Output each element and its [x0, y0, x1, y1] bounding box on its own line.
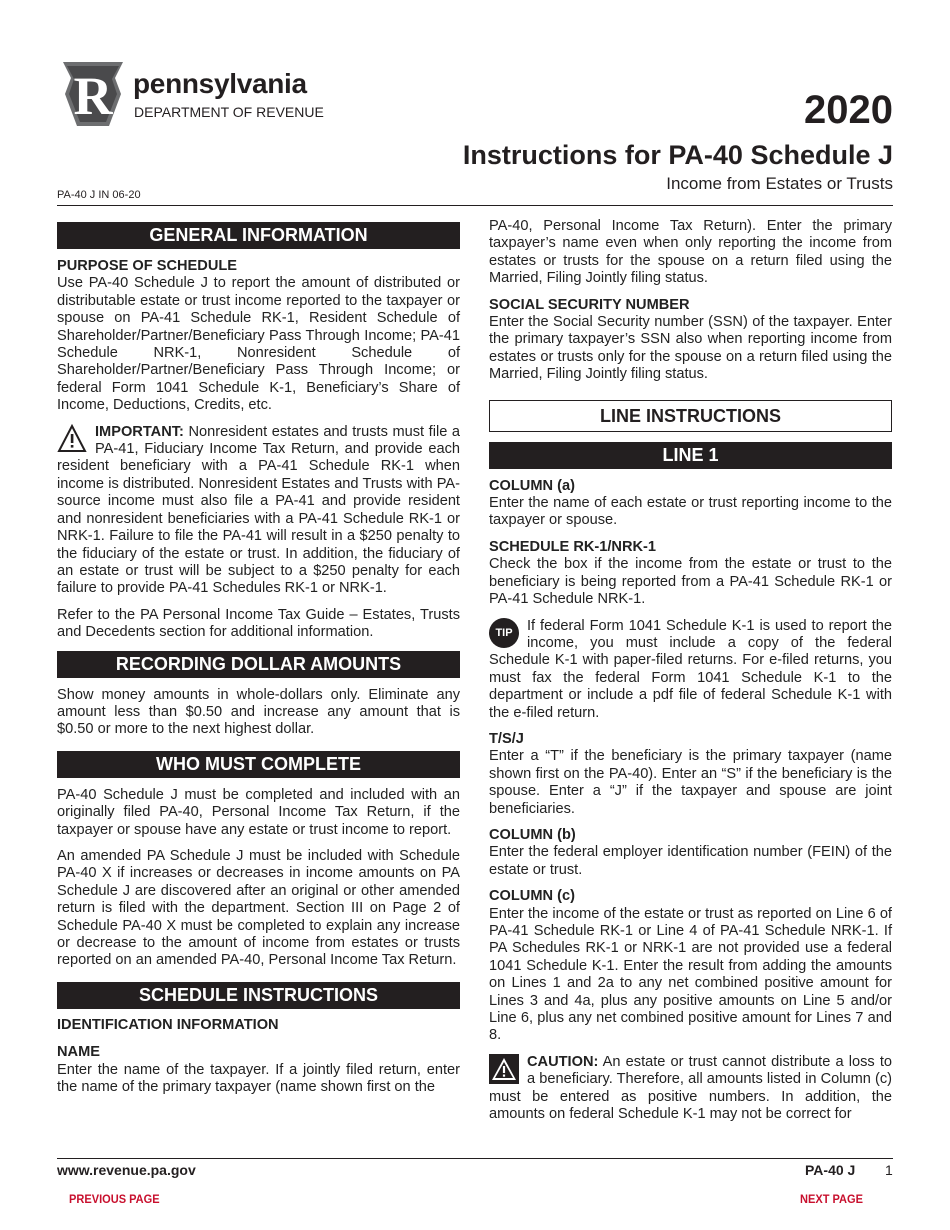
tip-text: If federal Form 1041 Schedule K-1 is used to report the income, you must include a copy of the federal Schedule K-1 with paper-filed returns. For e-filed returns, you must fax the federal Form 1041 Schedule K-1 to the department or include a pdf file of federal Schedule K-1 with the e-filed return.: [489, 617, 892, 721]
schedule-heading: SCHEDULE INSTRUCTIONS: [57, 982, 460, 1009]
right-column: [489, 218, 892, 1123]
left-column: [57, 222, 460, 1096]
logo-letter: R: [73, 66, 113, 126]
recording-text: Show money amounts in whole-dollars only. Eliminate any amount less than $0.50 and increase any amount that is $0.50 or more to the next highest dollar.: [57, 686, 460, 738]
line-1-heading: LINE 1: [489, 442, 892, 469]
page-title: Instructions for PA-40 Schedule J: [462, 140, 893, 170]
important-label: IMPORTANT:: [95, 423, 184, 440]
column-b-text: Enter the federal employer identification number (FEIN) of the estate or trust.: [489, 844, 892, 878]
purpose-text: Use PA-40 Schedule J to report the amount of distributed or distributable estate or trust income reported to the taxpayer or spouse on PA-41 Schedule RK-1, Resident Schedule of Shareholder/Partner/Beneficiary Pass Through Income; PA-41 Schedule NRK-1, Nonresident Schedule of Shareholder/Partner/Beneficiary Pass Through Income; or federal Form 1041 Schedule K-1, Beneficiary’s Share of Income, Deductions, Credits, etc.: [57, 275, 460, 414]
previous-page-button[interactable]: PREVIOUS PAGE: [69, 1192, 160, 1206]
who-text-2: An amended PA Schedule J must be included with Schedule PA-40 X if increases or decreases in income amounts on PA Schedule J are discovered after an original or other amended return is filed with the department. Section III on Page 2 of Schedule PA-40 X must be completed to explain any increase or decrease to the amount of income from estates or trusts reported on an amended PA-40, Personal Income Tax Return.: [57, 847, 460, 969]
warning-icon: [57, 424, 87, 454]
logo-department: DEPARTMENT OF REVENUE: [134, 104, 324, 120]
tsj-text: Enter a “T” if the beneficiary is the primary taxpayer (name shown first on the PA-40). Enter an “S” if the beneficiary is the spouse. Enter a “J” if the taxpayer and spouse are joint beneficiaries.: [489, 748, 892, 817]
name-heading: NAME: [57, 1044, 100, 1061]
rk1-heading: SCHEDULE RK-1/NRK-1: [489, 538, 657, 555]
ssn-heading: SOCIAL SECURITY NUMBER: [489, 296, 690, 313]
footer-form: PA-40 J: [805, 1162, 856, 1178]
important-note: [57, 424, 460, 598]
tip-note: [489, 618, 892, 722]
caution-note: [489, 1054, 892, 1124]
column-c-text: Enter the income of the estate or trust as reported on Line 6 of PA-41 Schedule RK-1 or Line 4 of PA-41 Schedule NRK-1. If PA Schedules RK-1 or NRK-1 are not provided use a federal 1041 Schedule K-1. Enter the result from adding the amounts on Lines 1 and 2a to any net combined positive amount for Lines 3 and 4a, plus any positive amounts on Line 5 and/or Line 6, plus any net combined positive amount for Lines 7 and 8.: [489, 905, 892, 1044]
ident-heading: IDENTIFICATION INFORMATION: [57, 1016, 279, 1033]
recording-heading: RECORDING DOLLAR AMOUNTS: [57, 651, 460, 678]
caution-label: CAUTION:: [527, 1053, 599, 1070]
who-heading: WHO MUST COMPLETE: [57, 751, 460, 778]
column-b-heading: COLUMN (b): [489, 826, 576, 843]
column-a-heading: COLUMN (a): [489, 477, 575, 494]
tip-label: TIP: [495, 626, 513, 639]
column-c-heading: COLUMN (c): [489, 888, 575, 905]
important-text: Nonresident estates and trusts must file a PA-41, Fiduciary Income Tax Return, and provide each resident beneficiary with a PA-41 Schedule RK-1 when income is distributed. Nonresident Estates and Trusts with PA-source income must also file a PA-41 and provide resident and nonresident beneficiaries with a PA-41 Schedule RK-1 or NRK-1. Failure to file the PA-41 will result in a $250 penalty to the fiduciary of the estate or trust. In addition, the fiduciary of an estate or trust will be subject to a $250 penalty for each failure to provide PA-41 Schedules RK-1 or NRK-1.: [57, 423, 460, 597]
footer-rule: [57, 1158, 893, 1159]
purpose-heading: PURPOSE OF SCHEDULE: [57, 258, 238, 274]
page-subtitle: Income from Estates or Trusts: [666, 174, 893, 193]
caution-icon: [489, 1054, 519, 1084]
tsj-heading: T/S/J: [489, 730, 524, 747]
name-text: Enter the name of the taxpayer. If a jointly filed return, enter the name of the primary taxpayer (name shown first on the: [57, 1061, 460, 1096]
form-code: PA-40 J IN 06-20: [57, 189, 141, 201]
general-info-heading: GENERAL INFORMATION: [57, 222, 460, 249]
who-text-1: PA-40 Schedule J must be completed and included with an originally filed PA-40, Personal Income Tax Return, if the taxpayer or spouse have any estate or trust income to report.: [57, 786, 460, 838]
website-link[interactable]: www.revenue.pa.gov: [57, 1162, 196, 1178]
next-page-button[interactable]: NEXT PAGE: [800, 1192, 863, 1206]
rk1-text: Check the box if the income from the estate or trust to the beneficiary is being reported from a PA-41 Schedule RK-1 or PA-41 Schedule NRK-1.: [489, 556, 892, 608]
tip-icon: [489, 618, 519, 648]
page-number: 1: [885, 1162, 893, 1178]
year: 2020: [804, 88, 893, 132]
header-rule: [57, 205, 893, 206]
ssn-text: Enter the Social Security number (SSN) of the taxpayer. Enter the primary taxpayer’s SSN also when reporting income from estates or trusts only for the spouse on a return filed using the Married, Filing Jointly filing status.: [489, 314, 892, 383]
logo-name: pennsylvania: [133, 68, 307, 99]
name-continued: PA-40, Personal Income Tax Return). Enter the primary taxpayer’s name even when only reporting the income from estates or trusts for the spouse on a return filed using the Married, Filing Jointly filing status.: [489, 218, 892, 287]
refer-text: Refer to the PA Personal Income Tax Guide – Estates, Trusts and Decedents section for additional information.: [57, 606, 460, 641]
logo: [57, 60, 337, 130]
caution-text: An estate or trust cannot distribute a loss to a beneficiary. Therefore, all amounts listed in Column (c) must be entered as positive numbers. In addition, the amounts on federal Schedule K-1 may not be correct for: [489, 1053, 892, 1123]
line-instructions-heading: LINE INSTRUCTIONS: [489, 400, 892, 432]
column-a-text: Enter the name of each estate or trust reporting income to the taxpayer or spouse.: [489, 495, 892, 529]
